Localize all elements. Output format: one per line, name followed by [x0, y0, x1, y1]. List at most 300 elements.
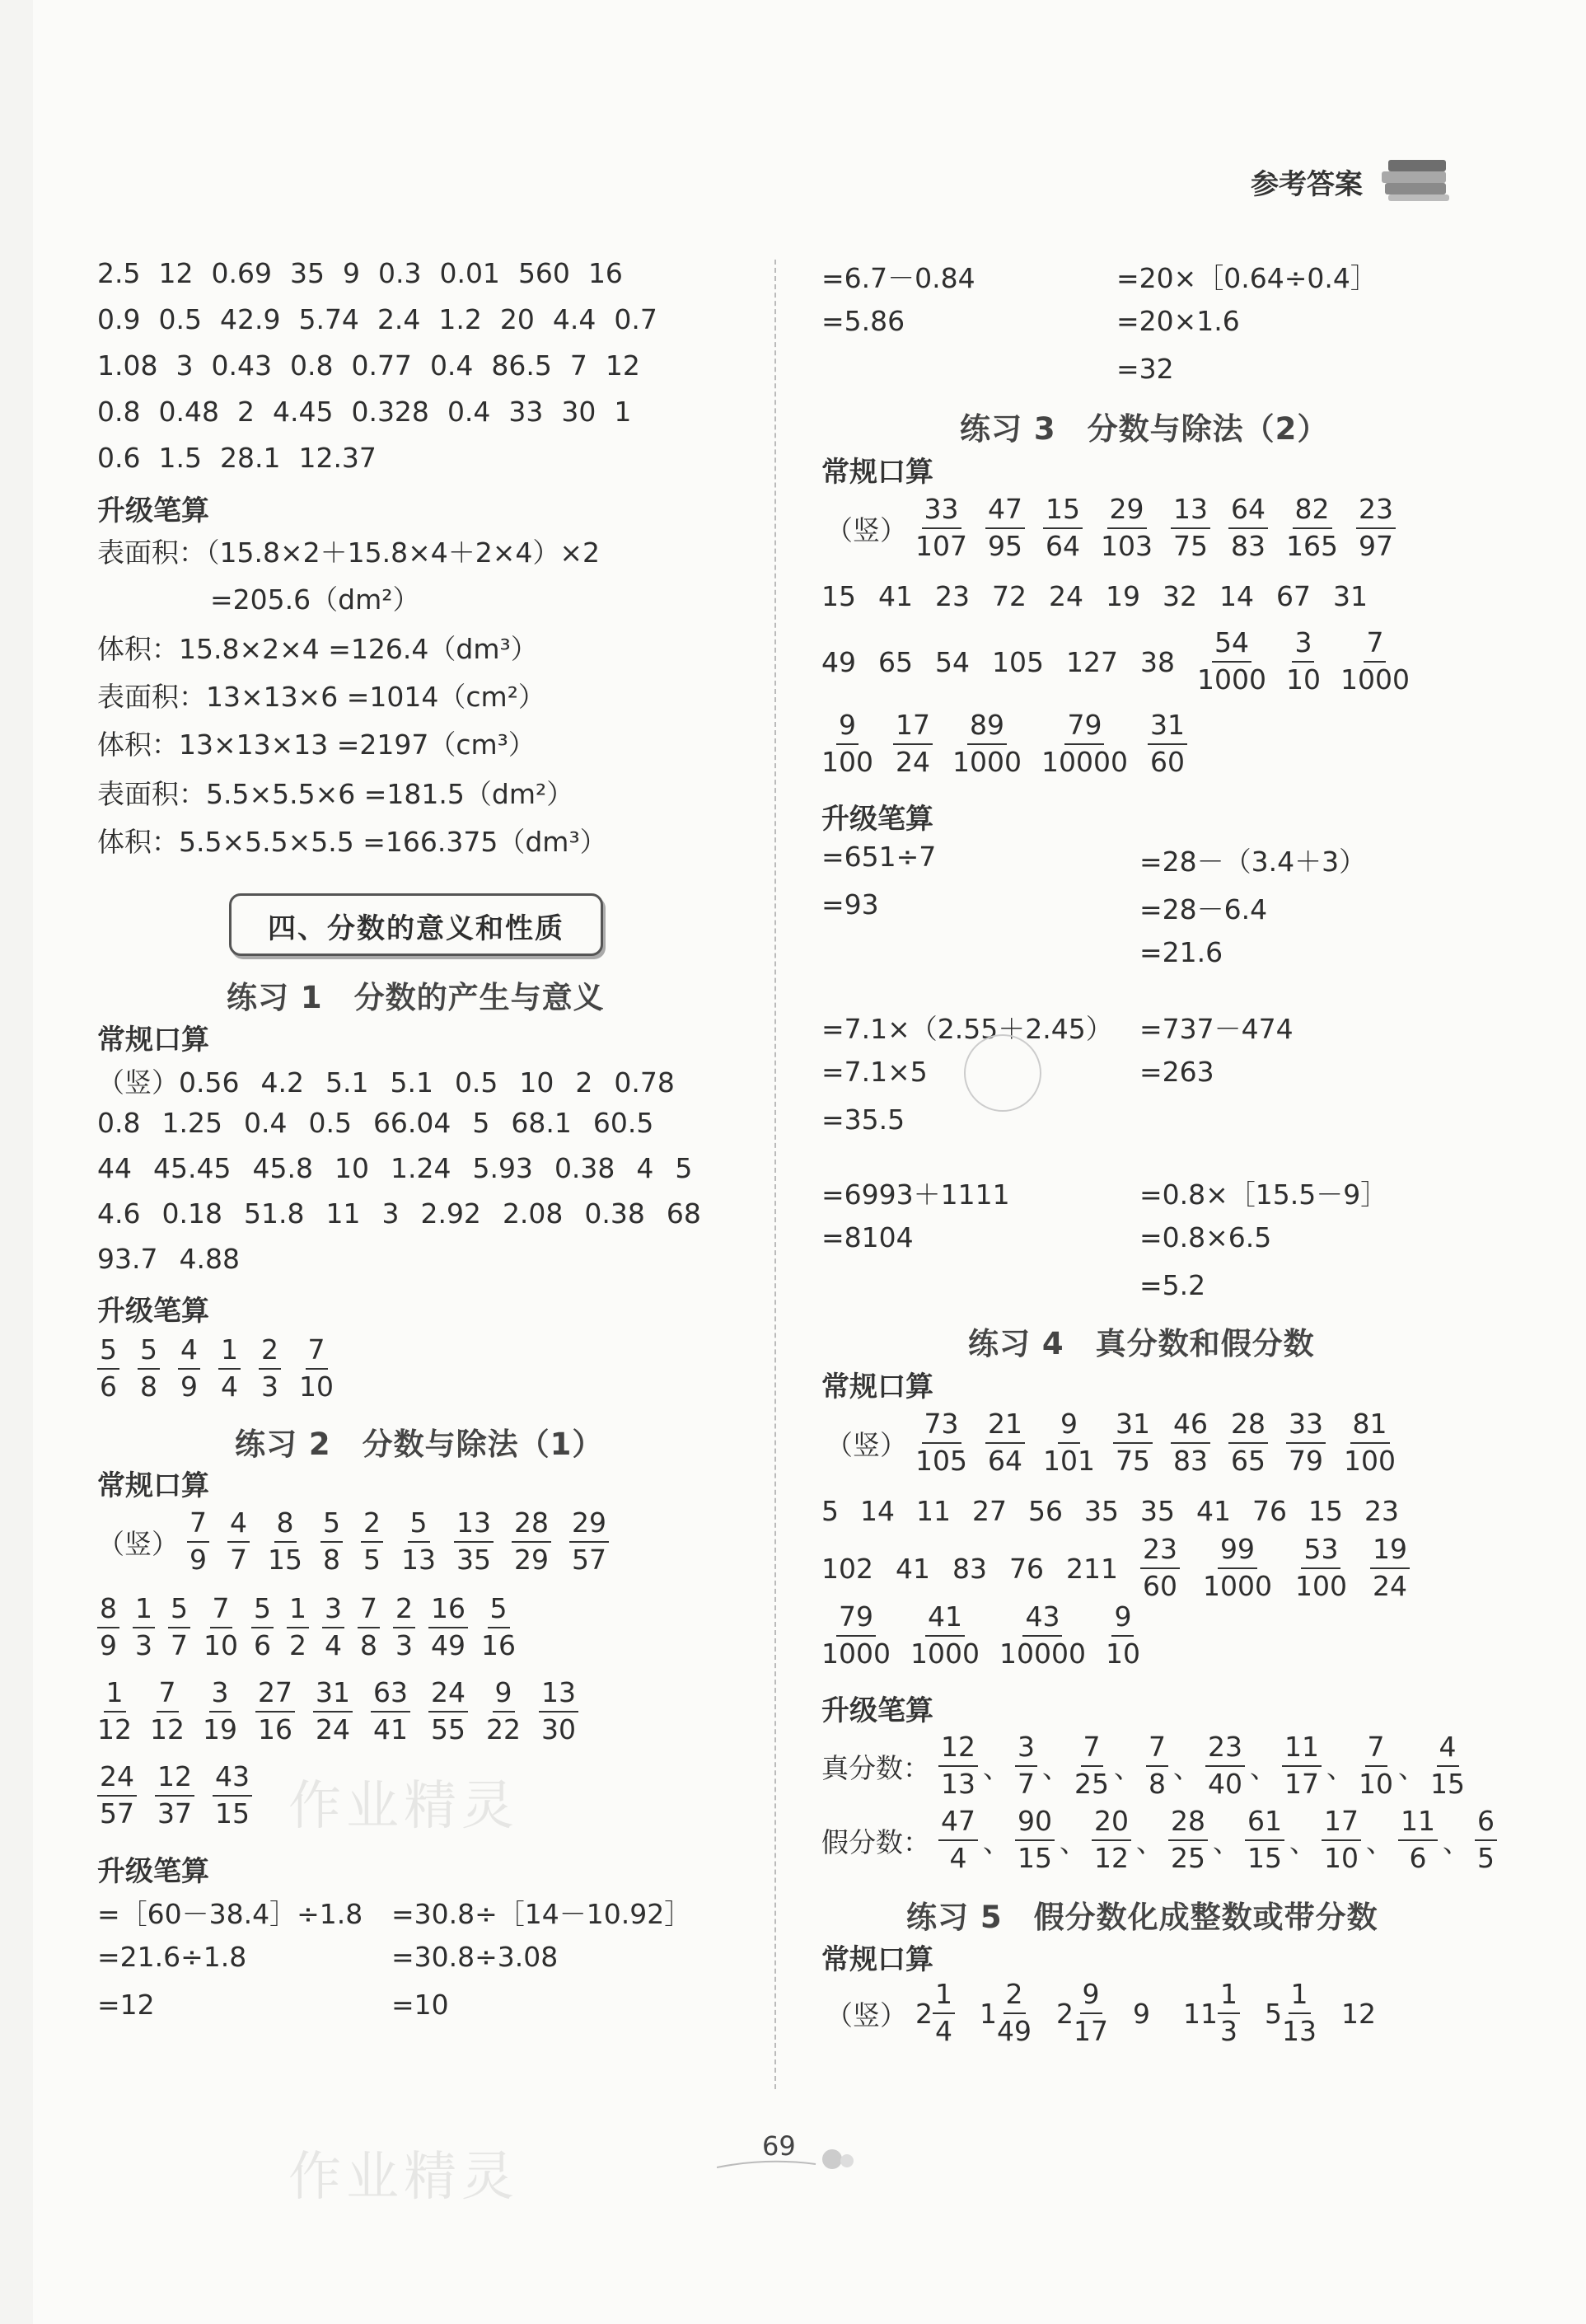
numerator: 90	[1015, 1805, 1055, 1841]
numerator: 47	[938, 1805, 978, 1841]
numerator: 3	[209, 1676, 232, 1713]
proper-label: 真分数：	[821, 1751, 930, 1784]
answer-value: 1.08	[97, 349, 158, 382]
denominator: 10	[1105, 1638, 1140, 1670]
denominator: 55	[431, 1713, 466, 1745]
fraction	[255, 1676, 295, 1747]
answer-value: （竖）0.56	[97, 1066, 240, 1099]
numerator: 21	[985, 1408, 1025, 1444]
denominator: 25	[1074, 1768, 1109, 1800]
answer-value: 54	[935, 645, 970, 678]
numerator: 3	[1015, 1731, 1037, 1767]
numerator: 47	[985, 493, 1025, 529]
fraction	[313, 1676, 353, 1747]
answer-value: 0.8	[97, 396, 141, 428]
mixed-whole: 1	[980, 1997, 997, 2030]
fraction	[401, 1506, 436, 1577]
denominator: 6	[254, 1629, 271, 1661]
column-divider	[774, 260, 776, 2089]
upgrade-heading: 升级笔算	[97, 494, 209, 527]
calc-line: =28－6.4	[1139, 893, 1268, 925]
calc-line: =6993＋1111	[821, 1178, 1010, 1211]
numerator: 27	[255, 1676, 295, 1713]
ex3-row-2	[821, 580, 1390, 612]
calc-line: =6.7－0.84	[821, 262, 975, 294]
numerator: 12	[938, 1731, 978, 1767]
answer-value: 0.8	[289, 349, 334, 382]
fraction	[1171, 1408, 1210, 1478]
answer-value: 3	[175, 349, 194, 382]
fraction	[168, 1592, 190, 1663]
ex4-proper-row	[821, 1731, 1470, 1802]
fraction	[915, 493, 967, 564]
answer-value: 41	[896, 1552, 930, 1585]
numerator: 31	[1113, 1408, 1153, 1444]
answer-value: 1.5	[158, 442, 202, 474]
fraction	[133, 1592, 155, 1663]
ex2-upgrade-heading: 升级笔算	[97, 1855, 209, 1888]
denominator: 60	[1149, 746, 1185, 778]
calc-line: =8104	[821, 1221, 914, 1253]
numerator: 79	[836, 1600, 876, 1637]
calc-line: 体积：15.8×2×4 =126.4（dm³）	[97, 633, 538, 665]
numerator: 11	[1398, 1805, 1438, 1841]
answer-value: 4	[636, 1152, 654, 1184]
fraction-row	[97, 1676, 597, 1747]
fraction	[227, 1506, 250, 1577]
denominator: 1000	[1197, 663, 1266, 696]
denominator: 75	[1173, 530, 1208, 562]
answer-value: 2.4	[377, 303, 421, 335]
denominator: 41	[373, 1713, 408, 1745]
numerator: 2	[361, 1506, 383, 1543]
fraction	[1356, 493, 1396, 564]
exercise-5-title: 练习 5 假分数化成整数或带分数	[906, 1900, 1378, 1935]
numerator: 82	[1293, 493, 1332, 529]
separator: 、	[1289, 1825, 1317, 1858]
fraction	[1043, 1408, 1095, 1478]
calc-line: =7.1×（2.55＋2.45）	[821, 1013, 1113, 1045]
answer-value: 10	[519, 1066, 554, 1099]
numerator: 23	[1356, 493, 1396, 529]
separator: 、	[1136, 1825, 1163, 1858]
answer-row	[97, 1107, 675, 1139]
answer-value: 67	[1276, 580, 1311, 612]
answer-value: 0.69	[211, 257, 272, 289]
fraction	[287, 1592, 309, 1663]
denominator: 37	[157, 1797, 192, 1830]
answer-value: 44	[97, 1152, 132, 1184]
calc-line: =30.8÷3.08	[391, 1941, 559, 1973]
answer-value: 0.328	[351, 396, 429, 428]
calc-line: 表面积：13×13×6 =1014（cm²）	[97, 681, 545, 713]
numerator: 53	[1301, 1533, 1340, 1569]
answer-value: 127	[1066, 645, 1118, 678]
denominator: 3	[1220, 2015, 1237, 2047]
denominator: 29	[514, 1544, 549, 1576]
numerator: 31	[1148, 709, 1187, 745]
denominator: 100	[1294, 1570, 1347, 1602]
denominator: 22	[486, 1713, 521, 1745]
fraction	[1041, 709, 1128, 780]
denominator: 95	[988, 530, 1022, 562]
answer-row	[97, 1243, 261, 1275]
answer-row	[97, 303, 676, 335]
fraction-row	[97, 1760, 270, 1831]
answer-value: 45.45	[153, 1152, 232, 1184]
denominator: 7	[1018, 1768, 1035, 1800]
numerator: 5	[251, 1592, 274, 1628]
answer-value: 1.25	[161, 1107, 222, 1139]
denominator: 97	[1359, 530, 1393, 562]
fraction	[1043, 493, 1083, 564]
answer-value: 5.93	[472, 1152, 533, 1184]
numerator: 13	[1171, 493, 1210, 529]
answer-value: 105	[992, 645, 1044, 678]
answer-value: 27	[972, 1495, 1007, 1527]
denominator: 4	[935, 2015, 952, 2047]
answer-value: 41	[878, 580, 913, 612]
answer-value: 0.8	[97, 1107, 141, 1139]
fraction	[1168, 1805, 1208, 1876]
separator: 、	[1250, 1751, 1277, 1784]
separator: 、	[983, 1751, 1010, 1784]
denominator: 5	[1477, 1842, 1495, 1874]
ex3-row-4	[821, 709, 1207, 780]
numerator: 13	[539, 1676, 578, 1713]
answer-row	[97, 1061, 696, 1100]
answer-value: 65	[878, 645, 913, 678]
denominator: 40	[1208, 1768, 1242, 1800]
denominator: 10	[1285, 663, 1321, 696]
denominator: 101	[1043, 1445, 1095, 1477]
denominator: 64	[988, 1445, 1022, 1477]
denominator: 105	[915, 1445, 967, 1477]
denominator: 24	[316, 1713, 350, 1745]
answer-value: 1	[614, 396, 632, 428]
fraction	[299, 1333, 334, 1404]
books-icon	[1380, 155, 1453, 206]
denominator: 100	[821, 746, 873, 778]
fraction	[1074, 1978, 1108, 2049]
fraction	[358, 1592, 380, 1663]
numerator: 41	[925, 1600, 965, 1637]
numerator: 17	[893, 709, 933, 745]
ex1-oral-heading: 常规口算	[97, 1024, 209, 1057]
fraction	[454, 1506, 494, 1577]
fraction	[910, 1600, 980, 1671]
denominator: 8	[1149, 1768, 1166, 1800]
fraction	[486, 1676, 521, 1747]
calc-line: =0.8×［15.5－9］	[1139, 1178, 1388, 1211]
answer-value: 0.01	[439, 257, 500, 289]
calc-line: =205.6（dm²）	[210, 583, 420, 616]
answer-value: 66.04	[372, 1107, 451, 1139]
numerator: 29	[569, 1506, 609, 1543]
numerator: 1	[104, 1676, 126, 1713]
calc-line: =0.8×6.5	[1139, 1221, 1272, 1253]
answer-value: 0.18	[161, 1197, 222, 1230]
numerator: 5	[138, 1333, 160, 1370]
answer-value: 68	[666, 1197, 701, 1230]
answer-value: 38	[1140, 645, 1175, 678]
answer-value: 102	[821, 1552, 873, 1585]
fraction	[481, 1592, 516, 1663]
ex3-oral-heading: 常规口算	[821, 456, 933, 489]
fraction	[428, 1676, 468, 1747]
numerator: 5	[408, 1506, 430, 1543]
denominator: 16	[481, 1629, 516, 1661]
fraction	[1092, 1805, 1131, 1876]
fraction	[1113, 1408, 1153, 1478]
calc-line: =30.8÷［14－10.92］	[391, 1898, 692, 1930]
calc-line: =7.1×5	[821, 1056, 928, 1088]
mixed-whole: 2	[1056, 1997, 1074, 2030]
exercise-1-title: 练习 1 分数的产生与意义	[227, 980, 605, 1015]
separator: 、	[1173, 1751, 1200, 1784]
numerator: 1	[1218, 1978, 1240, 2014]
answer-value: 19	[1106, 580, 1140, 612]
answer-value: 560	[517, 257, 570, 289]
denominator: 1000	[952, 746, 1022, 778]
answer-value: 0.43	[211, 349, 272, 382]
numerator: 1	[933, 1978, 955, 2014]
fraction	[428, 1592, 468, 1663]
fraction	[1148, 709, 1187, 780]
numerator: 9	[1080, 1978, 1102, 2014]
calc-line: 表面积：5.5×5.5×6 =181.5（dm²）	[97, 778, 574, 810]
answer-value: 33	[508, 396, 544, 428]
answer-value: 0.38	[584, 1197, 645, 1230]
fraction	[1359, 1731, 1393, 1802]
answer-value: 7	[569, 349, 587, 382]
prefix-label: （竖）	[826, 513, 907, 546]
denominator: 30	[541, 1713, 576, 1745]
fraction	[251, 1592, 274, 1663]
denominator: 6	[100, 1371, 117, 1403]
answer-value: 12	[605, 349, 640, 382]
numerator: 7	[1365, 1731, 1387, 1767]
denominator: 49	[997, 2015, 1032, 2047]
fraction	[1205, 1731, 1245, 1802]
fraction	[1340, 626, 1410, 697]
denominator: 17	[1284, 1768, 1319, 1800]
answer-value: 5	[821, 1495, 839, 1527]
numerator: 3	[1292, 626, 1314, 663]
denominator: 10	[204, 1629, 238, 1661]
denominator: 8	[140, 1371, 157, 1403]
numerator: 73	[922, 1408, 961, 1444]
calc-line: =20×［0.64÷0.4］	[1116, 262, 1378, 294]
calc-line: 表面积：（15.8×2＋15.8×4＋2×4）×2	[97, 536, 601, 569]
fraction	[1101, 493, 1153, 564]
fraction	[985, 493, 1025, 564]
calc-line: =737－474	[1139, 1013, 1294, 1045]
section-title-box	[229, 893, 603, 956]
fraction	[1286, 493, 1338, 564]
numerator: 6	[1475, 1805, 1497, 1841]
numerator: 7	[358, 1592, 380, 1628]
denominator: 19	[203, 1713, 237, 1745]
mixed-whole: 11	[1183, 1997, 1218, 2030]
numerator: 13	[454, 1506, 494, 1543]
answer-value: 0.38	[554, 1152, 615, 1184]
answer-row	[97, 1152, 713, 1184]
denominator: 60	[1143, 1570, 1177, 1602]
denominator: 12	[1094, 1842, 1129, 1874]
answer-value: 3	[381, 1197, 400, 1230]
calc-line: =5.86	[821, 305, 905, 337]
numerator: 5	[488, 1592, 510, 1628]
denominator: 24	[1372, 1570, 1407, 1602]
answer-value: 1.24	[390, 1152, 451, 1184]
answer-value: 4.45	[272, 396, 334, 428]
ex3-upgrade-heading: 升级笔算	[821, 803, 933, 836]
fraction	[259, 1333, 281, 1404]
denominator: 57	[100, 1797, 134, 1830]
watermark: 作业精灵	[288, 1776, 519, 1837]
denominator: 16	[258, 1713, 292, 1745]
denominator: 65	[1231, 1445, 1266, 1477]
prefix-label: （竖）	[826, 1998, 907, 2031]
calc-line: =10	[391, 1989, 449, 2021]
answer-value: 0.4	[447, 396, 491, 428]
numerator: 7	[306, 1333, 328, 1370]
denominator: 12	[150, 1713, 185, 1745]
fraction	[1015, 1805, 1055, 1876]
fraction	[1228, 1408, 1268, 1478]
answer-value: 56	[1028, 1495, 1063, 1527]
denominator: 79	[1289, 1445, 1323, 1477]
numerator: 4	[227, 1506, 250, 1543]
fraction	[1475, 1805, 1497, 1876]
denominator: 10000	[1041, 746, 1128, 778]
denominator: 8	[323, 1544, 340, 1576]
calc-line: =12	[97, 1989, 155, 2021]
answer-value: 211	[1066, 1552, 1118, 1585]
numerator: 43	[1022, 1600, 1062, 1637]
denominator: 83	[1231, 530, 1266, 562]
answer-value: 72	[992, 580, 1027, 612]
answer-value: 0.78	[614, 1066, 675, 1099]
calc-line: 体积：5.5×5.5×5.5 =166.375（dm³）	[97, 826, 607, 858]
fraction	[1370, 1533, 1410, 1604]
ex3-row-3	[821, 626, 1429, 697]
fraction	[952, 709, 1022, 780]
denominator: 15	[215, 1797, 250, 1830]
answer-value: 5.1	[390, 1066, 433, 1099]
exercise-4-title: 练习 4 真分数和假分数	[968, 1326, 1315, 1361]
denominator: 165	[1286, 530, 1338, 562]
answer-value: 28.1	[219, 442, 281, 474]
answer-value: 5	[472, 1107, 490, 1139]
ex4-upgrade-heading: 升级笔算	[821, 1694, 933, 1727]
numerator: 2	[1004, 1978, 1026, 2014]
fraction	[938, 1805, 978, 1876]
fraction	[1171, 493, 1210, 564]
fraction	[933, 1978, 955, 2049]
answer-value: 0.9	[97, 303, 141, 335]
denominator: 10	[299, 1371, 334, 1403]
fraction	[997, 1978, 1032, 2049]
denominator: 5	[363, 1544, 381, 1576]
prefix-label: （竖）	[97, 1527, 179, 1560]
fraction	[1015, 1731, 1037, 1802]
numerator: 54	[1212, 626, 1251, 663]
denominator: 1000	[1203, 1570, 1272, 1602]
numerator: 24	[97, 1760, 137, 1797]
numerator: 79	[1064, 709, 1104, 745]
numerator: 7	[210, 1592, 232, 1628]
fraction	[1344, 1408, 1396, 1478]
numerator: 9	[836, 709, 858, 745]
numerator: 9	[1058, 1408, 1080, 1444]
numerator: 64	[1228, 493, 1268, 529]
fraction	[371, 1676, 410, 1747]
denominator: 1000	[910, 1638, 980, 1670]
denominator: 7	[230, 1544, 247, 1576]
answer-value: 15	[821, 580, 856, 612]
separator: 、	[1326, 1751, 1354, 1784]
answer-value: 0.7	[614, 303, 657, 335]
numerator: 61	[1245, 1805, 1284, 1841]
fraction	[97, 1592, 119, 1663]
numerator: 7	[1146, 1731, 1168, 1767]
separator: 、	[1398, 1751, 1425, 1784]
numerator: 29	[1107, 493, 1147, 529]
denominator: 10	[1359, 1768, 1393, 1800]
answer-value: 35	[1084, 1495, 1119, 1527]
denominator: 35	[456, 1544, 491, 1576]
ex4-fraction-row-1	[826, 1408, 1414, 1478]
numerator: 17	[1322, 1805, 1361, 1841]
numerator: 28	[1168, 1805, 1208, 1841]
numerator: 15	[1043, 493, 1083, 529]
answer-value: 4.2	[260, 1066, 304, 1099]
answer-row	[97, 1197, 723, 1230]
fraction	[1282, 1731, 1322, 1802]
numerator: 20	[1092, 1805, 1131, 1841]
exercise-2-title: 练习 2 分数与除法（1）	[235, 1427, 604, 1462]
answer-value: 51.8	[243, 1197, 305, 1230]
mixed-whole: 2	[915, 1997, 933, 2030]
fraction	[97, 1760, 137, 1831]
fraction	[1322, 1805, 1361, 1876]
answer-value: 31	[1333, 580, 1368, 612]
fraction	[569, 1506, 609, 1577]
fraction	[150, 1676, 185, 1747]
fraction	[97, 1333, 119, 1404]
denominator: 1000	[821, 1638, 891, 1670]
answer-value: 0.5	[454, 1066, 498, 1099]
calc-line: =28－（3.4＋3）	[1139, 846, 1367, 878]
answer-value: 45.8	[252, 1152, 313, 1184]
numerator: 1	[218, 1333, 241, 1370]
fraction	[915, 1408, 967, 1478]
answer-value: 2	[575, 1066, 593, 1099]
answer-value: 0.48	[158, 396, 219, 428]
fraction	[1228, 493, 1268, 564]
fraction	[320, 1506, 343, 1577]
fraction	[97, 1676, 132, 1747]
denominator: 10	[1324, 1842, 1359, 1874]
answer-value: 83	[952, 1552, 987, 1585]
denominator: 2	[289, 1629, 306, 1661]
separator: 、	[1060, 1825, 1087, 1858]
numerator: 5	[168, 1592, 190, 1628]
mixed-whole: 9	[1133, 1997, 1150, 2030]
fraction	[203, 1676, 237, 1747]
